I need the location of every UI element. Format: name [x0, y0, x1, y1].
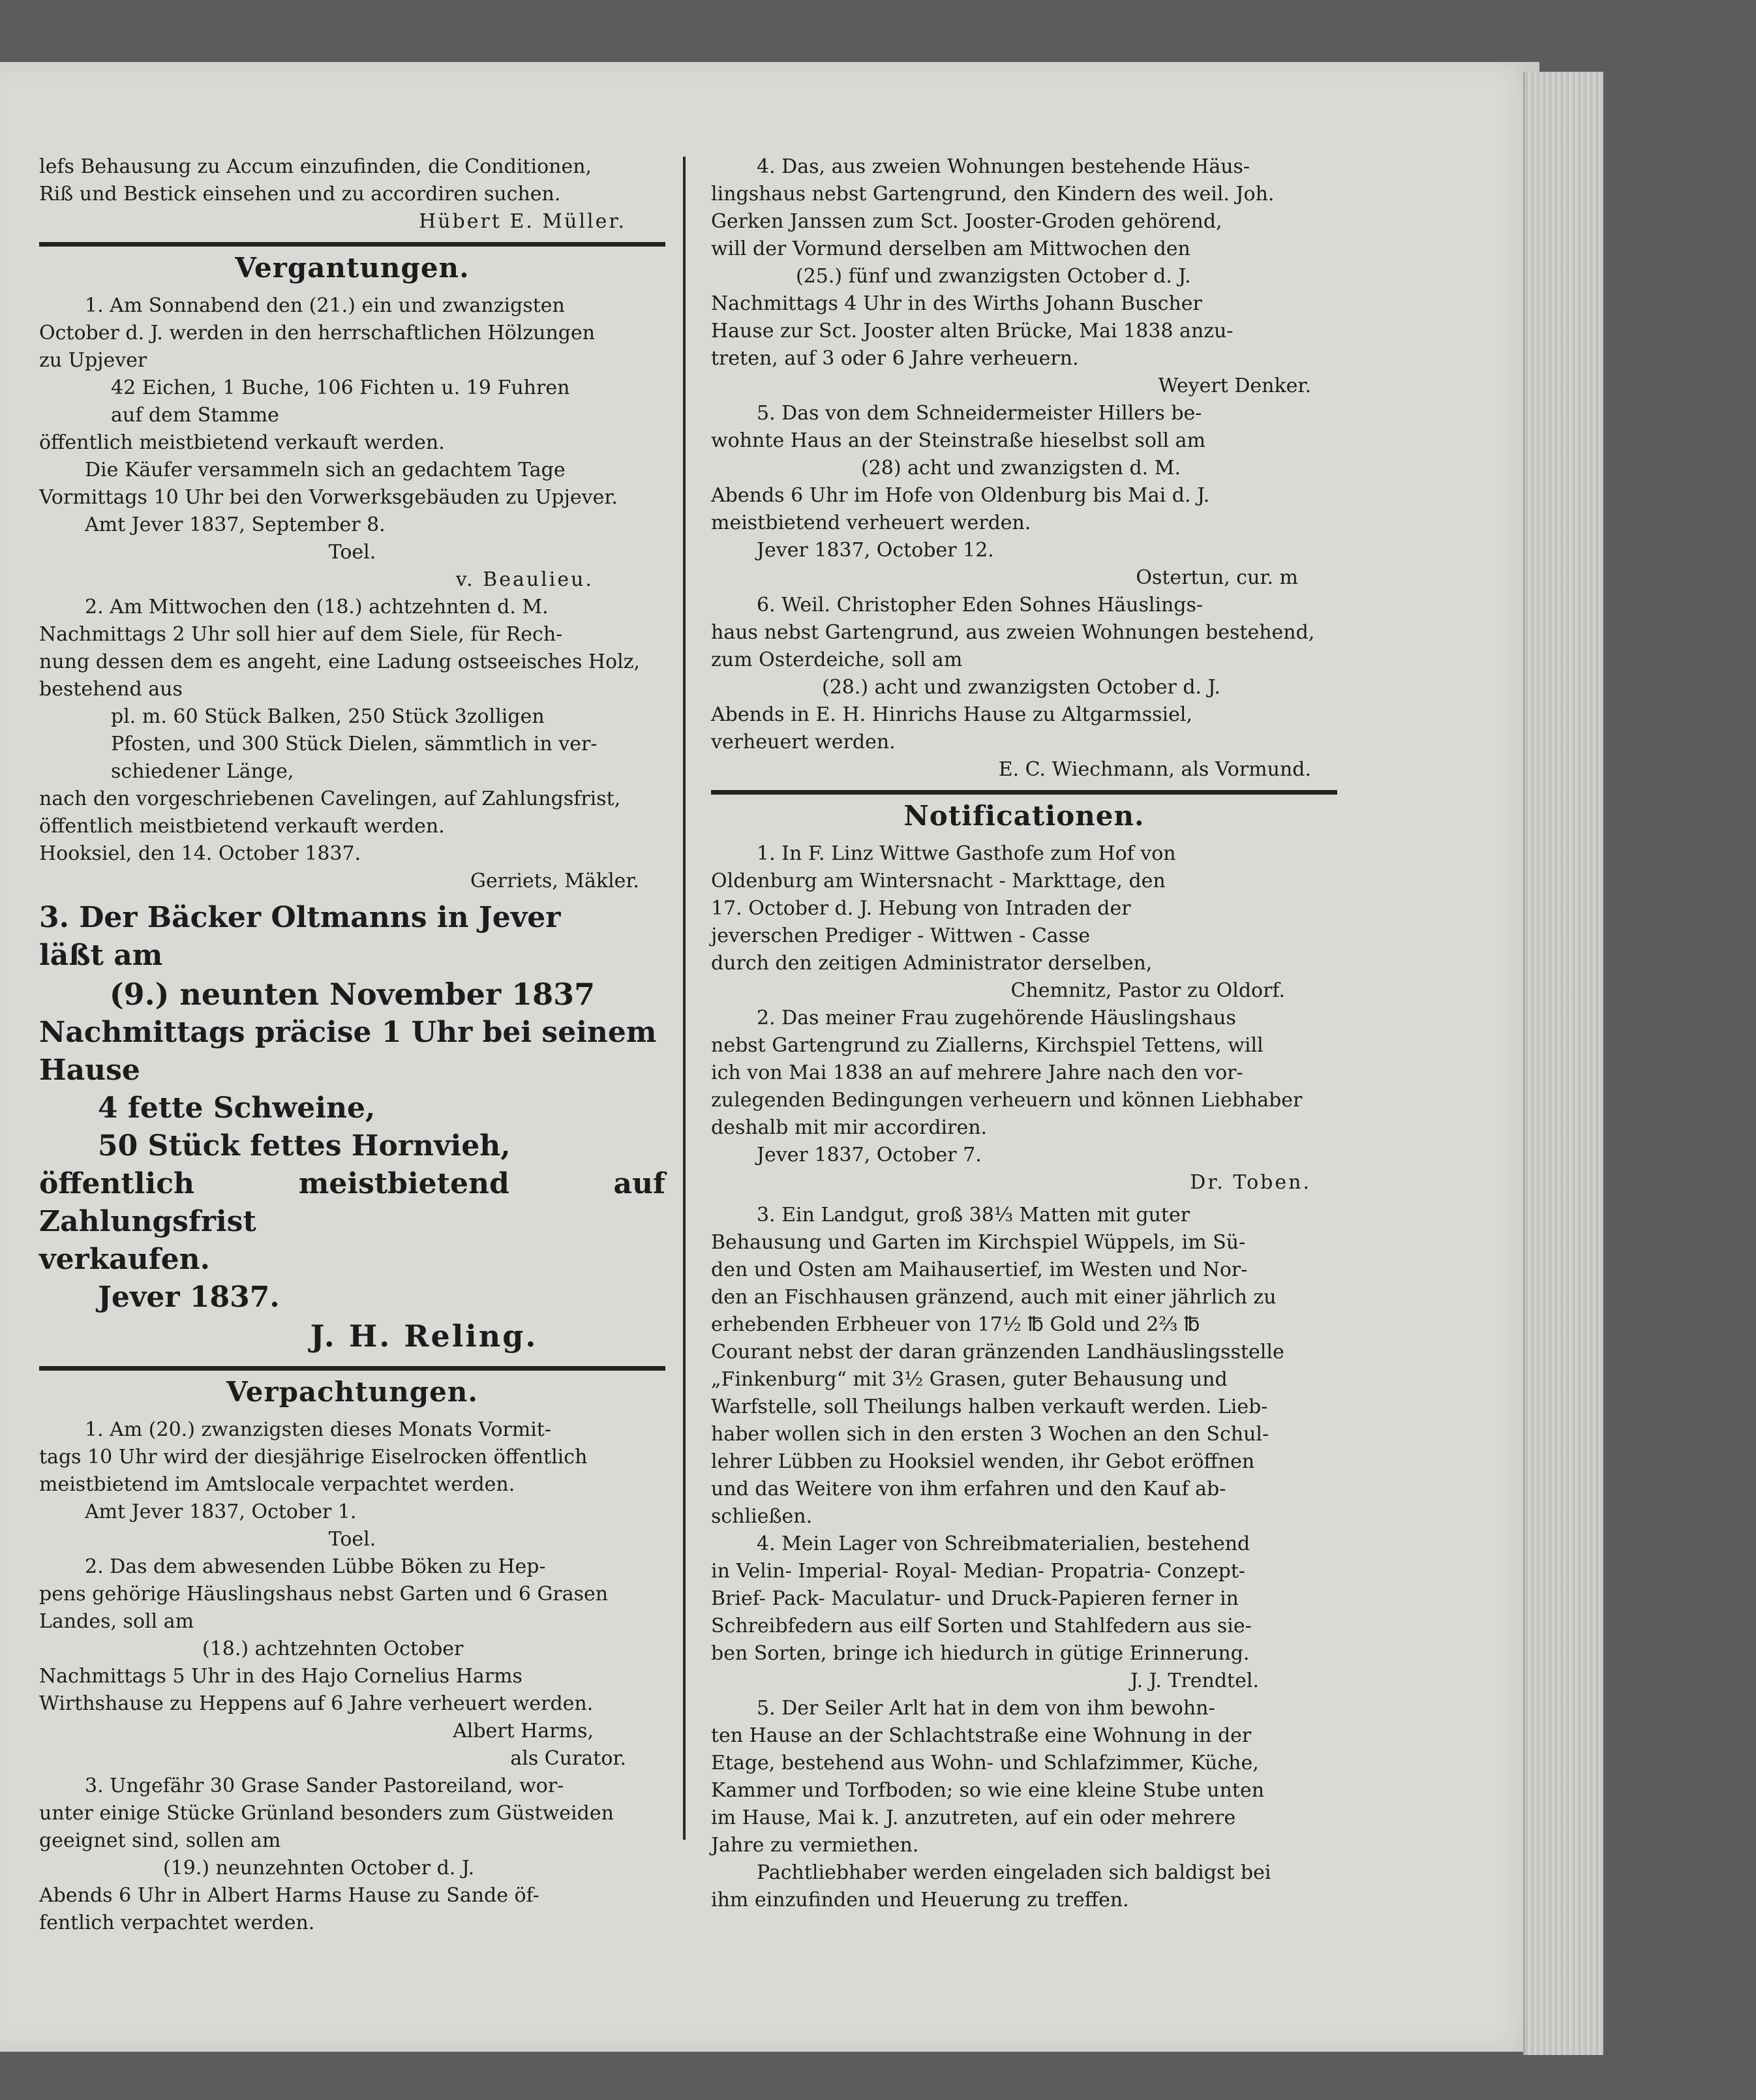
- book-page-edge: [1523, 72, 1603, 2055]
- text-line: Nachmittags 4 Uhr in des Wirths Johann Buscher: [711, 292, 1202, 315]
- left-column: [39, 153, 665, 1937]
- text-line: öffentlich meistbietend verkauft werden.: [39, 431, 445, 454]
- text-line: nach den vorgeschriebenen Cavelingen, auf Zahlungsfrist,: [39, 787, 621, 810]
- text-line: ten Hause an der Schlachtstraße eine Wohnung in der: [711, 1724, 1252, 1747]
- text-line: lefs Behausung zu Accum einzufinden, die Conditionen,: [39, 155, 592, 178]
- text-line: Hause zur Sct. Jooster alten Brücke, Mai 1838 anzu-: [711, 320, 1234, 342]
- text-line: 2. Das dem abwesenden Lübbe Böken zu Hep-: [85, 1555, 546, 1578]
- signature: Chemnitz, Pastor zu Oldorf.: [1010, 979, 1285, 1002]
- ad-line: (9.) neunten November 1837: [109, 977, 596, 1012]
- text-line: „Finkenburg“ mit 3½ Grasen, guter Behausung und: [711, 1368, 1228, 1391]
- ad-line: Nachmittags präcise 1 Uhr bei seinem: [39, 1016, 657, 1049]
- text-line: Jahre zu vermiethen.: [711, 1834, 919, 1857]
- ad-line: 50 Stück fettes Hornvieh,: [98, 1129, 511, 1163]
- text-line: ihm einzufinden und Heuerung zu treffen.: [711, 1889, 1129, 1911]
- text-line: 2. Das meiner Frau zugehörende Häuslingshaus: [757, 1007, 1236, 1029]
- text-line: Die Käufer versammeln sich an gedachtem Tage: [85, 459, 566, 481]
- section-rule: [711, 790, 1337, 795]
- section-rule: [39, 1366, 665, 1371]
- text-line: auf dem Stamme: [111, 404, 279, 427]
- text-line: Brief- Pack- Maculatur- und Druck-Papieren ferner in: [711, 1587, 1239, 1610]
- text-line: 2. Am Mittwochen den (18.) achtzehnten d. M.: [85, 596, 549, 618]
- signature: E. C. Wiechmann, als Vormund.: [998, 758, 1311, 781]
- text-line: 1. Am Sonnabend den (21.) ein und zwanzigsten: [85, 294, 565, 317]
- section-heading: Notificationen.: [903, 800, 1145, 832]
- text-line: 42 Eichen, 1 Buche, 106 Fichten u. 19 Fuhren: [111, 376, 570, 399]
- right-column: [711, 153, 1337, 1914]
- text-line: treten, auf 3 oder 6 Jahre verheuern.: [711, 347, 1079, 370]
- text-line: öffentlich meistbietend verkauft werden.: [39, 815, 445, 838]
- text-line: Hooksiel, den 14. October 1837.: [39, 842, 361, 865]
- signature: J. J. Trendtel.: [1130, 1669, 1259, 1692]
- signature: Albert Harms,: [453, 1720, 594, 1742]
- signature: Hübert E. Müller.: [419, 210, 626, 233]
- signature: als Curator.: [510, 1747, 626, 1770]
- text-line: 1. Am (20.) zwanzigsten dieses Monats Vormit-: [85, 1418, 551, 1441]
- text-line: im Hause, Mai k. J. anzutreten, auf ein oder mehrere: [711, 1806, 1236, 1829]
- text-line: Landes, soll am: [39, 1610, 194, 1633]
- text-line: zu Upjever: [39, 349, 147, 372]
- text-line: durch den zeitigen Administrator derselben,: [711, 952, 1153, 975]
- signature: Weyert Denker.: [1158, 374, 1311, 397]
- ad-line: verkaufen.: [39, 1243, 210, 1276]
- section-heading: Vergantungen.: [235, 252, 470, 284]
- text-line: Amt Jever 1837, October 1.: [85, 1500, 357, 1523]
- text-line: haber wollen sich in den ersten 3 Wochen an den Schul-: [711, 1423, 1269, 1446]
- text-line: zum Osterdeiche, soll am: [711, 648, 963, 671]
- text-line: den und Osten am Maihausertief, im Westen und Nor-: [711, 1258, 1248, 1281]
- ad-line: Jever 1837.: [98, 1281, 280, 1314]
- text-line: geeignet sind, sollen am: [39, 1829, 281, 1852]
- signature: v. Beaulieu.: [455, 568, 594, 591]
- text-line: 4. Mein Lager von Schreibmaterialien, bestehend: [757, 1532, 1250, 1555]
- text-line: Pachtliebhaber werden eingeladen sich baldigst bei: [757, 1861, 1271, 1884]
- text-line: Amt Jever 1837, September 8.: [85, 513, 386, 536]
- text-line: tags 10 Uhr wird der diesjährige Eiselrocken öffentlich: [39, 1446, 588, 1468]
- text-line: zulegenden Bedingungen verheuern und können Liebhaber: [711, 1089, 1303, 1112]
- text-line: pl. m. 60 Stück Balken, 250 Stück 3zolligen: [111, 705, 545, 728]
- text-line: schließen.: [711, 1505, 813, 1528]
- text-line: in Velin- Imperial- Royal- Median- Propatria- Conzept-: [711, 1560, 1246, 1583]
- text-line: wohnte Haus an der Steinstraße hieselbst soll am: [711, 429, 1206, 452]
- text-line: Behausung und Garten im Kirchspiel Wüppels, im Sü-: [711, 1231, 1246, 1254]
- text-line: 6. Weil. Christopher Eden Sohnes Häuslings-: [757, 594, 1203, 616]
- signature: Toel.: [328, 541, 376, 564]
- text-line: Schreibfedern aus eilf Sorten und Stahlfedern aus sie-: [711, 1615, 1252, 1637]
- text-line: meistbietend verheuert werden.: [711, 511, 1031, 534]
- text-line: Jever 1837, October 7.: [757, 1144, 982, 1166]
- section-rule: [39, 242, 665, 247]
- signature: J. H. Reling.: [310, 1318, 538, 1354]
- text-line: Vormittags 10 Uhr bei den Vorwerksgebäuden zu Upjever.: [39, 486, 618, 509]
- text-line: Etage, bestehend aus Wohn- und Schlafzimmer, Küche,: [711, 1752, 1259, 1774]
- signature: Toel.: [328, 1528, 376, 1551]
- text-line: (25.) fünf und zwanzigsten October d. J.: [796, 265, 1191, 288]
- text-line: Abends 6 Uhr im Hofe von Oldenburg bis Mai d. J.: [711, 484, 1210, 507]
- text-line: pens gehörige Häuslingshaus nebst Garten und 6 Grasen: [39, 1583, 609, 1605]
- signature: Gerriets, Mäkler.: [470, 870, 639, 892]
- text-line: unter einige Stücke Grünland besonders zum Güstweiden: [39, 1802, 614, 1825]
- text-line: Pfosten, und 300 Stück Dielen, sämmtlich in ver-: [111, 733, 598, 755]
- ad-line: läßt am: [39, 939, 163, 972]
- text-line: (28) acht und zwanzigsten d. M.: [861, 457, 1181, 479]
- text-line: Oldenburg am Wintersnacht - Markttage, den: [711, 870, 1166, 892]
- text-line: ben Sorten, bringe ich hiedurch in gütige Erinnerung.: [711, 1642, 1250, 1665]
- text-line: nung dessen dem es angeht, eine Ladung ostseeisches Holz,: [39, 650, 641, 673]
- text-line: Wirthshause zu Heppens auf 6 Jahre verheuert werden.: [39, 1692, 594, 1715]
- text-line: 5. Das von dem Schneidermeister Hillers be-: [757, 402, 1202, 425]
- text-line: Kammer und Torfboden; so wie eine kleine Stube unten: [711, 1779, 1265, 1802]
- text-line: 1. In F. Linz Wittwe Gasthofe zum Hof von: [757, 842, 1176, 865]
- text-line: fentlich verpachtet werden.: [39, 1911, 315, 1934]
- text-line: (28.) acht und zwanzigsten October d. J.: [822, 676, 1220, 699]
- signature: Dr. Toben.: [1190, 1171, 1311, 1194]
- text-line: Courant nebst der daran gränzenden Landhäuslingsstelle: [711, 1341, 1284, 1363]
- ad-line: Hause: [39, 1054, 140, 1087]
- text-line: meistbietend im Amtslocale verpachtet werden.: [39, 1473, 515, 1496]
- text-line: Gerken Janssen zum Sct. Jooster-Groden gehörend,: [711, 210, 1222, 233]
- text-line: lehrer Lübben zu Hooksiel wenden, ihr Gebot eröffnen: [711, 1450, 1255, 1473]
- text-line: Nachmittags 2 Uhr soll hier auf dem Siele, für Rech-: [39, 623, 563, 646]
- text-line: October d. J. werden in den herrschaftlichen Hölzungen: [39, 322, 596, 344]
- column-divider: [683, 157, 686, 1840]
- text-line: verheuert werden.: [711, 731, 896, 753]
- text-line: 3. Ungefähr 30 Grase Sander Pastoreiland, wor-: [85, 1774, 564, 1797]
- text-line: Abends 6 Uhr in Albert Harms Hause zu Sande öf-: [39, 1884, 539, 1907]
- ad-line: 3. Der Bäcker Oltmanns in Jever: [39, 901, 561, 934]
- text-line: Riß und Bestick einsehen und zu accordiren suchen.: [39, 183, 561, 205]
- text-line: 3. Ein Landgut, groß 38⅓ Matten mit guter: [757, 1204, 1190, 1226]
- signature: Ostertun, cur. m: [1136, 566, 1298, 589]
- text-line: (19.) neunzehnten October d. J.: [163, 1857, 475, 1879]
- text-line: ich von Mai 1838 an auf mehrere Jahre nach den vor-: [711, 1061, 1243, 1084]
- text-line: erhebenden Erbheuer von 17½ ℔ Gold und 2⅔ ℔: [711, 1313, 1200, 1336]
- ad-line: öffentlich meistbietend auf Zahlungsfrist: [39, 1167, 665, 1238]
- ad-line: 4 fette Schweine,: [98, 1091, 376, 1125]
- text-line: haus nebst Gartengrund, aus zweien Wohnungen bestehend,: [711, 621, 1315, 644]
- text-line: Nachmittags 5 Uhr in des Hajo Cornelius Harms: [39, 1665, 522, 1688]
- text-line: 4. Das, aus zweien Wohnungen bestehende Häus-: [757, 155, 1250, 178]
- text-line: will der Vormund derselben am Mittwochen den: [711, 237, 1190, 260]
- text-line: Warfstelle, soll Theilungs halben verkauft werden. Lieb-: [711, 1395, 1268, 1418]
- text-line: und das Weitere von ihm erfahren und den Kauf ab-: [711, 1478, 1226, 1500]
- text-line: schiedener Länge,: [111, 760, 294, 783]
- text-line: (18.) achtzehnten October: [202, 1637, 464, 1660]
- text-line: bestehend aus: [39, 678, 183, 701]
- text-line: Abends in E. H. Hinrichs Hause zu Altgarmssiel,: [711, 703, 1192, 726]
- text-line: 17. October d. J. Hebung von Intraden der: [711, 897, 1131, 920]
- text-line: den an Fischhausen gränzend, auch mit einer jährlich zu: [711, 1286, 1277, 1309]
- section-heading: Verpachtungen.: [226, 1376, 478, 1408]
- text-line: jeverschen Prediger - Wittwen - Casse: [711, 924, 1091, 947]
- text-line: Jever 1837, October 12.: [757, 539, 994, 562]
- text-line: lingshaus nebst Gartengrund, den Kindern des weil. Joh.: [711, 183, 1275, 205]
- text-line: nebst Gartengrund zu Ziallerns, Kirchspiel Tettens, will: [711, 1034, 1264, 1057]
- text-line: 5. Der Seiler Arlt hat in dem von ihm bewohn-: [757, 1697, 1215, 1720]
- text-line: deshalb mit mir accordiren.: [711, 1116, 988, 1139]
